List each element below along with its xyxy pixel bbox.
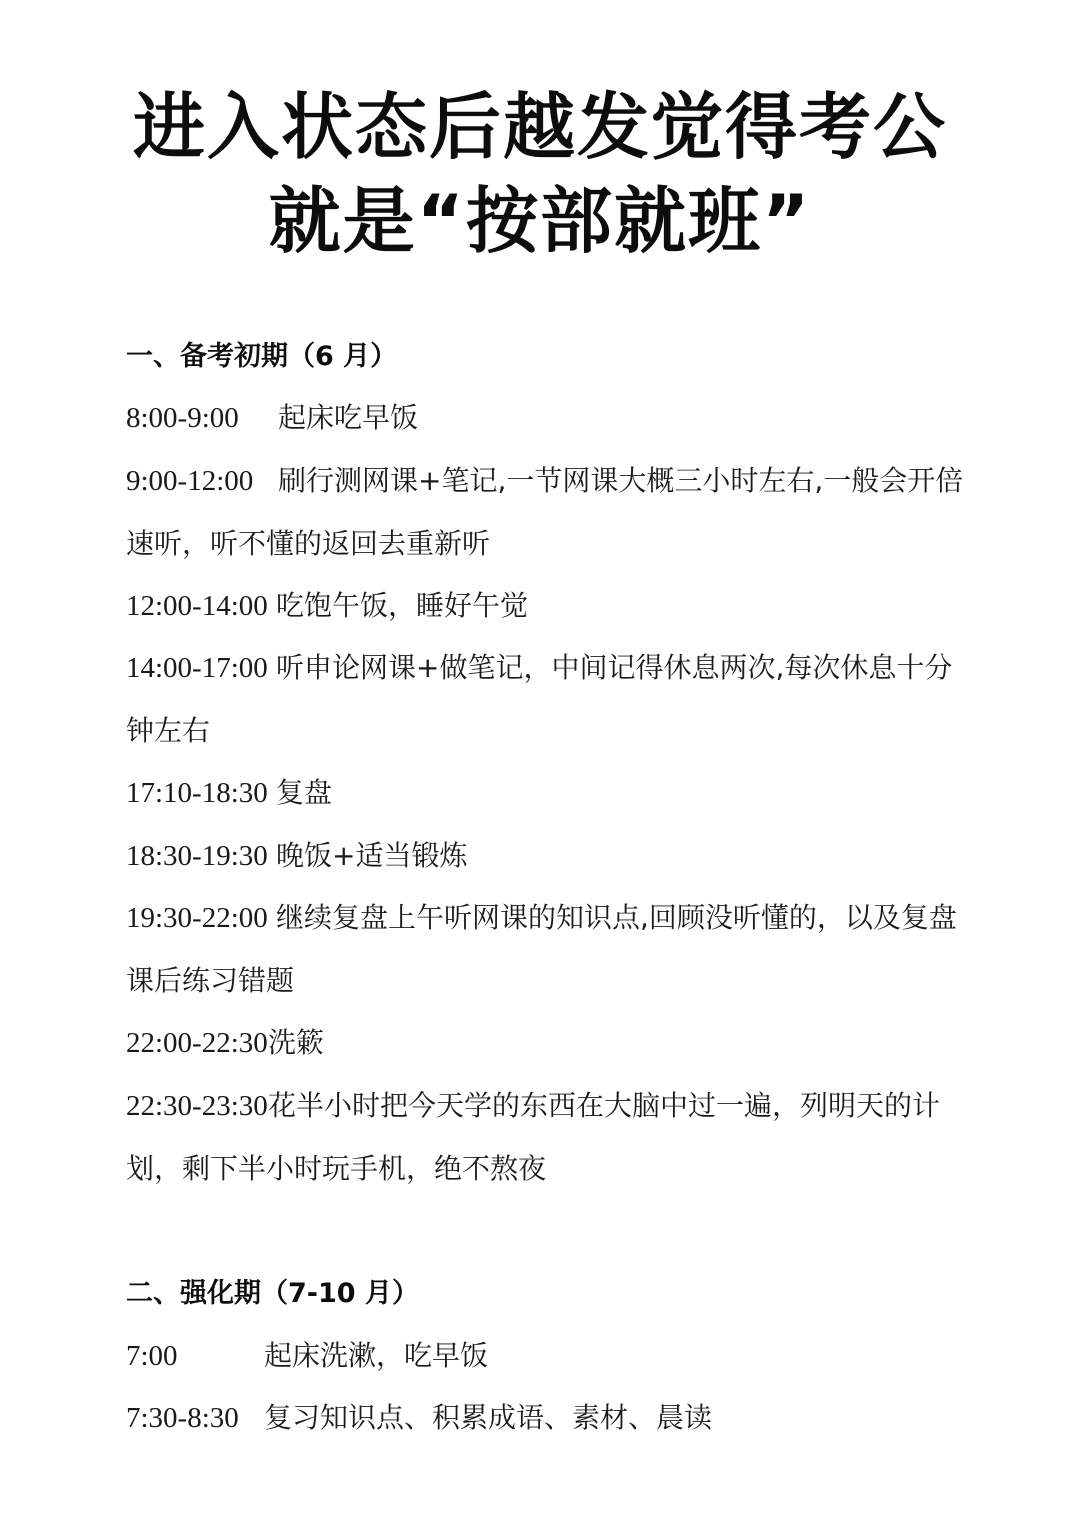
entry-time: 18:30-19:30 [126, 840, 268, 872]
entry-time: 7:30-8:30 [126, 1402, 239, 1434]
entry-time: 19:30-22:00 [126, 902, 268, 934]
entry-activity: 洗簌 [268, 1026, 325, 1059]
entry-time: 17:10-18:30 [126, 777, 268, 809]
schedule-entry [126, 1325, 966, 1388]
entry-activity: 继续复盘上午听网课的知识点,回顾没听懂的，以及复盘课后练习错题 [126, 901, 957, 997]
page-title [0, 80, 1080, 268]
entry-activity: 吃饱午饭，睡好午觉 [276, 589, 529, 622]
schedule-entry [126, 1387, 966, 1450]
entry-activity: 听申论网课+做笔记，中间记得休息两次,每次休息十分钟左右 [126, 651, 953, 747]
entry-activity: 花半小时把今天学的东西在大脑中过一遍，列明天的计划，剩下半小时玩手机，绝不熬夜 [126, 1089, 941, 1185]
entry-time: 7:00 [126, 1340, 178, 1372]
entry-time: 14:00-17:00 [126, 652, 268, 684]
entry-time: 12:00-14:00 [126, 590, 268, 622]
entry-activity: 晚饭+适当锻炼 [276, 839, 468, 872]
entry-time: 9:00-12:00 [126, 465, 254, 497]
entry-activity: 刷行测网课+笔记,一节网课大概三小时左右,一般会开倍速听，听不懂的返回去重新听 [126, 464, 964, 560]
schedule-entry [126, 387, 966, 450]
schedule-entry [126, 887, 966, 1012]
entry-time: 8:00-9:00 [126, 402, 239, 434]
schedule-entry [126, 825, 966, 888]
entry-time: 22:30-23:30 [126, 1090, 268, 1122]
schedule-entry [126, 762, 966, 825]
title-line-1: 进入状态后越发觉得考公 [132, 85, 947, 169]
schedule-entry [126, 450, 966, 575]
entry-activity: 起床洗漱，吃早饭 [264, 1339, 489, 1372]
entry-time: 22:00-22:30 [126, 1027, 268, 1059]
schedule-entry [126, 575, 966, 638]
section-heading-intensive: 二、强化期（7-10 月） [126, 1278, 419, 1309]
section-heading-initial: 一、备考初期（6 月） [126, 341, 398, 372]
schedule-entry [126, 637, 966, 762]
entry-activity: 起床吃早饭 [278, 401, 419, 434]
schedule-entry [126, 1075, 966, 1200]
entry-activity: 复盘 [276, 776, 333, 809]
schedule-entry [126, 1012, 966, 1075]
title-line-2: 就是“按部就班” [268, 179, 812, 263]
entry-activity: 复习知识点、积累成语、素材、晨读 [264, 1401, 713, 1434]
